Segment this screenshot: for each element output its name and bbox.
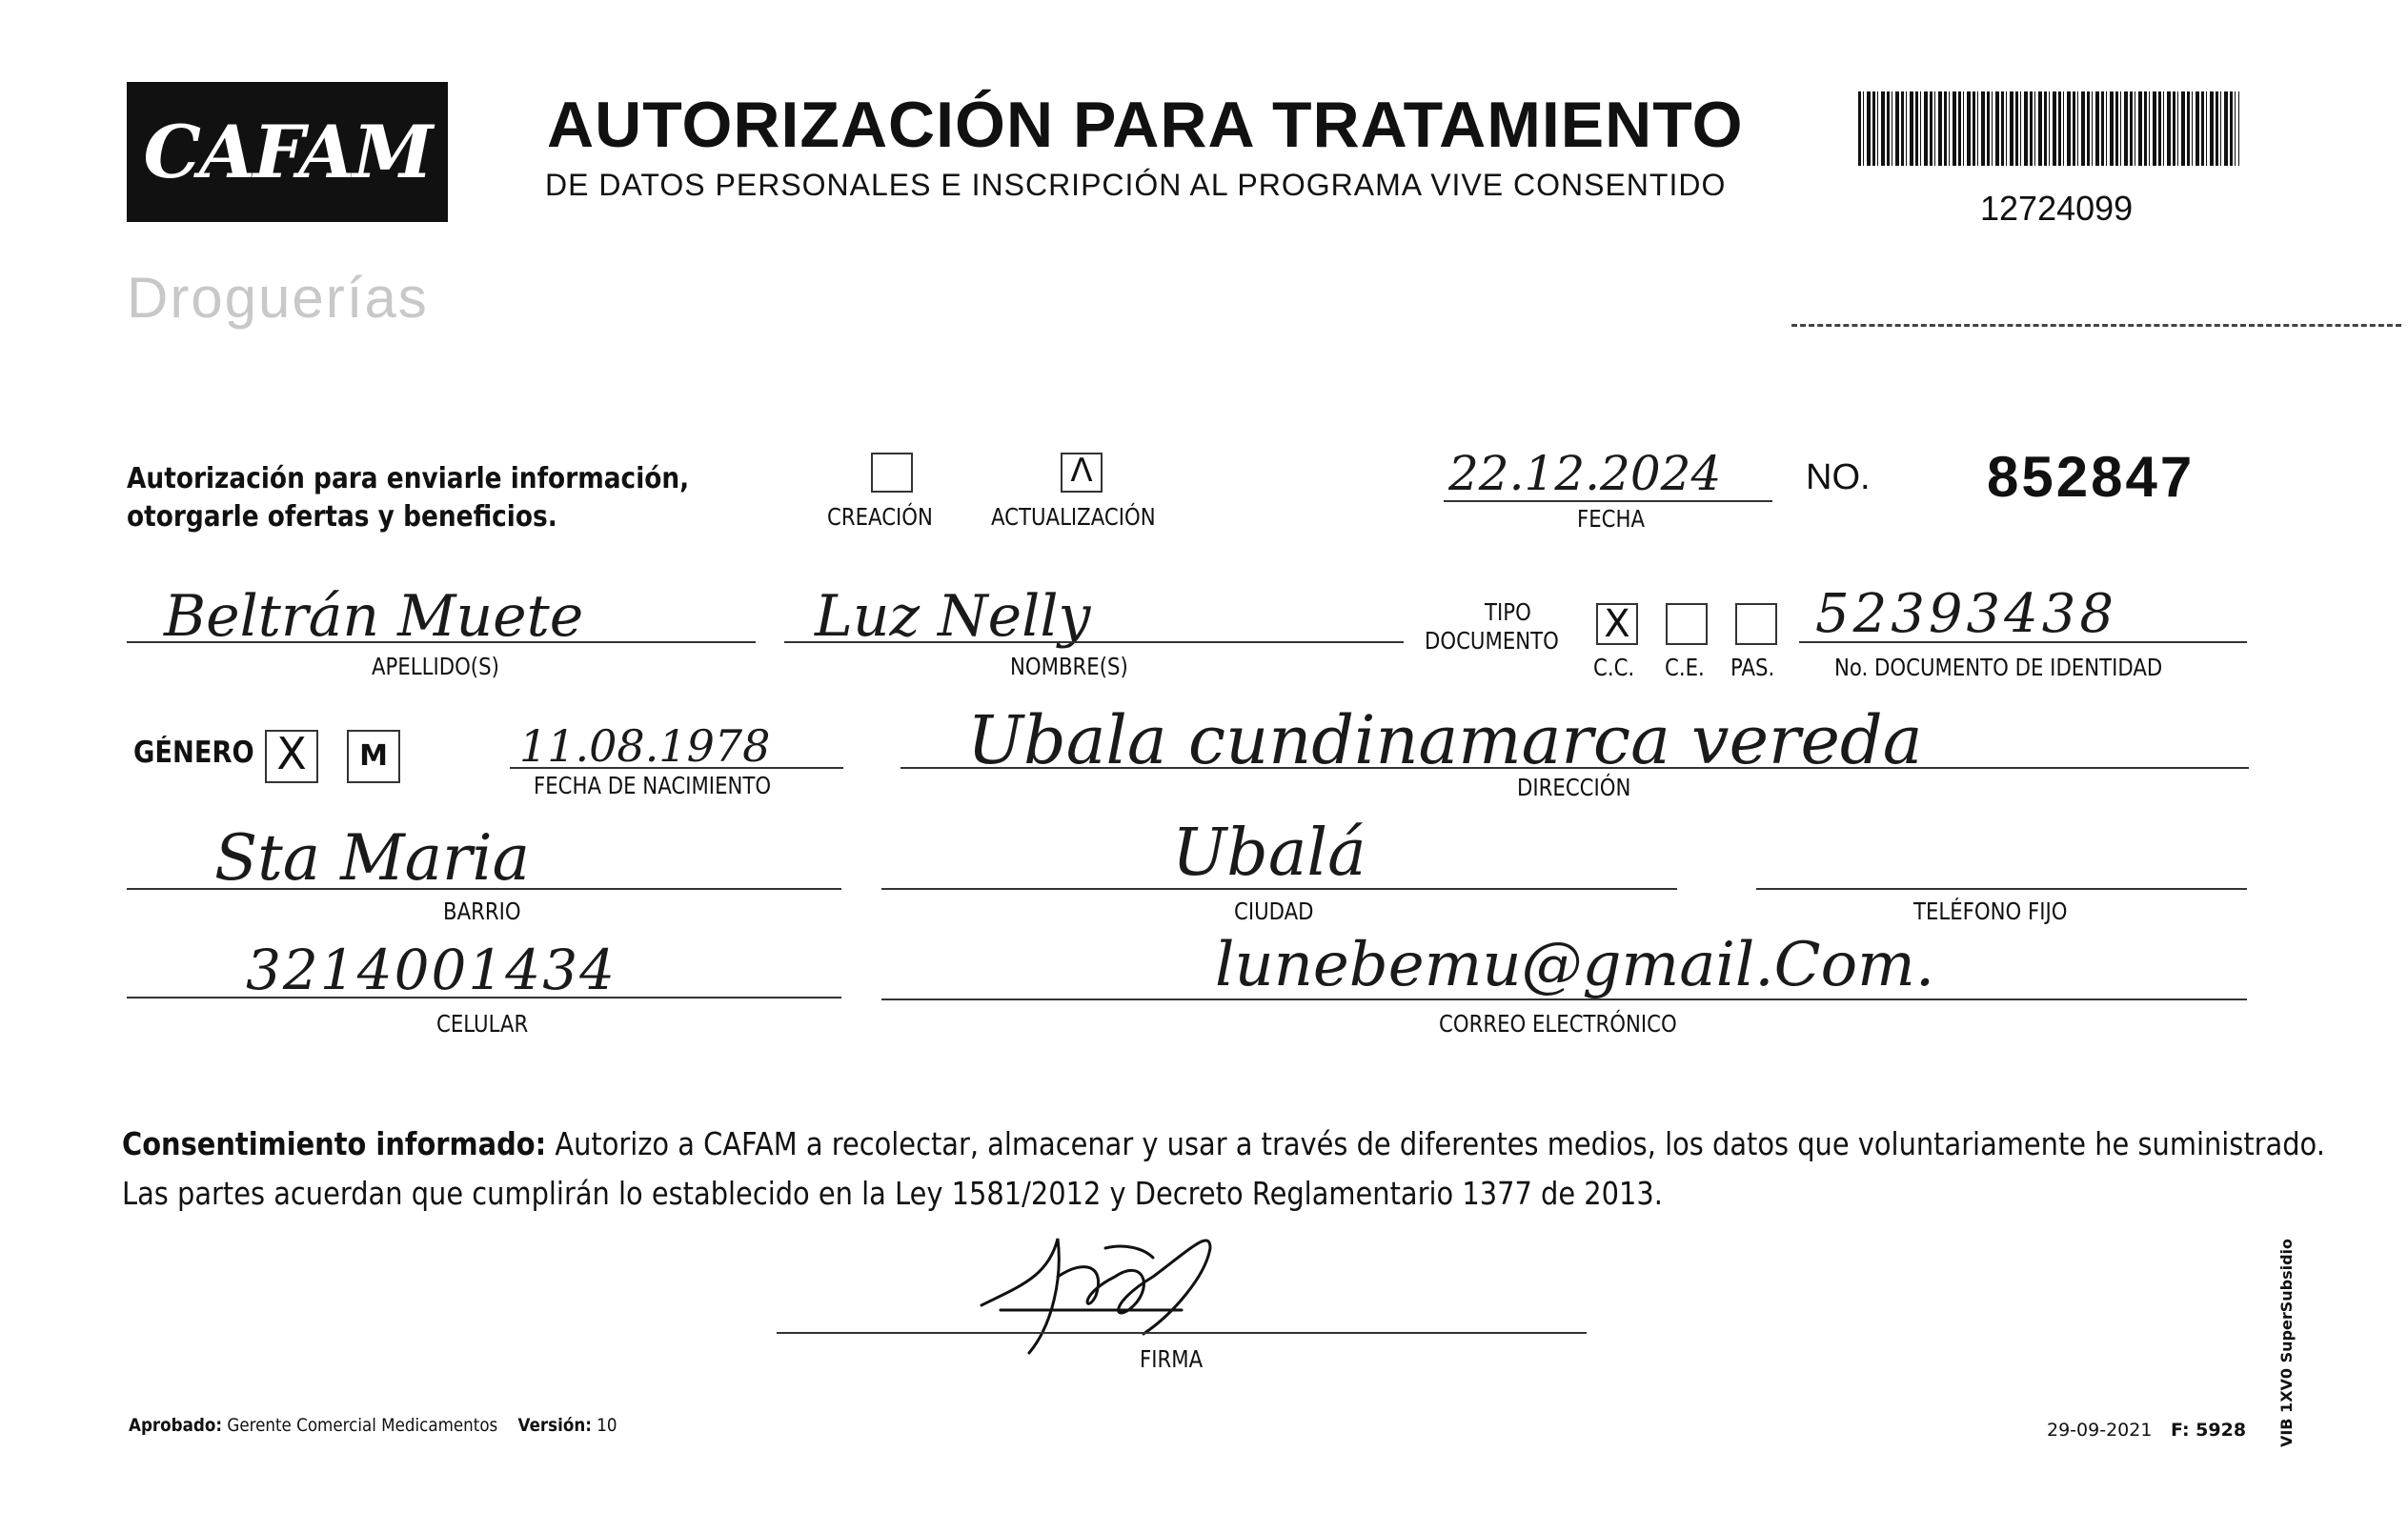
footer-date: 29-09-2021 [2047,1420,2153,1441]
direccion-line [900,767,2249,769]
barcode-underline [1791,324,2401,327]
direccion-value: Ubala cundinamarca vereda [967,701,1923,779]
fecha-nacimiento-value: 11.08.1978 [519,720,771,772]
documento-value: 52393438 [1815,583,2118,645]
firma-label: FIRMA [1140,1345,1204,1373]
celular-label: CELULAR [436,1010,529,1038]
intro-text [127,460,689,536]
number-value: 852847 [1987,445,2196,509]
tipo-pas-checkbox[interactable] [1735,603,1777,645]
intro-line-1: Autorización para enviarle información, [127,462,690,495]
version-label: Versión: [517,1415,592,1436]
celular-value: 3214001434 [246,938,617,1002]
logo-text: CAFAM [143,110,432,194]
correo-value: lunebemu@gmail.Com. [1215,930,1935,1000]
footer-approval [129,1415,617,1436]
barcode [1858,91,2239,166]
date-label: FECHA [1577,505,1646,533]
number-label: NO. [1806,457,1871,497]
actualizacion-checkbox[interactable] [1061,453,1103,493]
fecha-nacimiento-line [510,767,843,769]
barcode-number: 12724099 [1980,189,2134,228]
actualizacion-label: ACTUALIZACIÓN [991,503,1156,531]
aprobado-value: Gerente Comercial Medicamentos [227,1415,498,1436]
tipo-cc-mark: X [1604,602,1630,646]
tipo-pas-label: PAS. [1730,654,1775,681]
actualizacion-mark: Λ [1070,452,1093,490]
ciudad-label: CIUDAD [1234,898,1314,925]
barrio-line [127,888,841,890]
signature-drawing [962,1220,1239,1362]
consent-line-1 [122,1119,2325,1169]
page-subtitle: DE DATOS PERSONALES E INSCRIPCIÓN AL PROGRAMA VIVE CONSENTIDO [545,168,1727,202]
tipo-cc-label: C.C. [1593,654,1635,681]
telefono-fijo-label: TELÉFONO FIJO [1913,898,2068,925]
logo-subtext: Droguerías [127,266,429,330]
cafam-logo [127,82,448,222]
celular-line [127,997,841,998]
ciudad-value: Ubalá [1172,816,1366,891]
tipo-cc-checkbox[interactable] [1596,603,1638,645]
apellidos-line [127,641,756,643]
nombres-line [784,641,1404,643]
genero-label: GÉNERO [133,736,254,770]
correo-line [881,998,2247,1000]
consent-text-1: Autorizo a CAFAM a recolectar, almacenar y usar a través de diferentes medios, los datos que voluntariamente he suministrado. [546,1125,2325,1162]
genero-m-checkbox[interactable] [347,730,400,783]
nombres-label: NOMBRE(S) [1010,653,1128,680]
tipo-label-line-1: TIPO [1485,598,1531,626]
ciudad-line [881,888,1677,890]
date-line [1444,500,1772,502]
tipo-ce-checkbox[interactable] [1666,603,1708,645]
intro-line-2: otorgarle ofertas y beneficios. [127,500,557,534]
aprobado-label: Aprobado: [129,1415,223,1436]
apellidos-label: APELLIDO(S) [372,653,499,680]
genero-f-mark: X [276,728,307,779]
genero-f-checkbox[interactable] [265,730,318,783]
apellidos-value: Beltrán Muete [164,583,584,650]
nombres-value: Luz Nelly [815,583,1091,650]
tipo-ce-label: C.E. [1665,654,1705,681]
creacion-checkbox[interactable] [871,453,913,493]
documento-label: No. DOCUMENTO DE IDENTIDAD [1834,654,2163,681]
documento-line [1799,641,2247,643]
consent-line-2: Las partes acuerdan que cumplirán lo establecido en la Ley 1581/2012 y Decreto Reglamentario 1377 de 2013. [122,1175,1663,1212]
barrio-label: BARRIO [443,898,521,925]
footer-form-code: F: 5928 [2171,1420,2247,1441]
tipo-documento-label [1425,598,1559,656]
telefono-fijo-line [1756,888,2247,890]
consent-bold: Consentimiento informado: [122,1125,547,1162]
genero-m-label: M [359,739,388,773]
footer-side-text: VIB 1XV0 SuperSubsidio [2277,1238,2297,1448]
direccion-label: DIRECCIÓN [1517,774,1631,801]
creacion-label: CREACIÓN [827,503,933,531]
version-value: 10 [597,1415,617,1436]
barrio-value: Sta Maria [214,821,530,895]
fecha-nacimiento-label: FECHA DE NACIMIENTO [534,772,772,799]
correo-label: CORREO ELECTRÓNICO [1439,1010,1677,1038]
firma-line [777,1332,1587,1334]
consent-paragraph [122,1119,2325,1219]
page-title: AUTORIZACIÓN PARA TRATAMIENTO [547,89,1744,161]
date-value: 22.12.2024 [1448,446,1722,501]
tipo-label-line-2: DOCUMENTO [1425,627,1559,655]
